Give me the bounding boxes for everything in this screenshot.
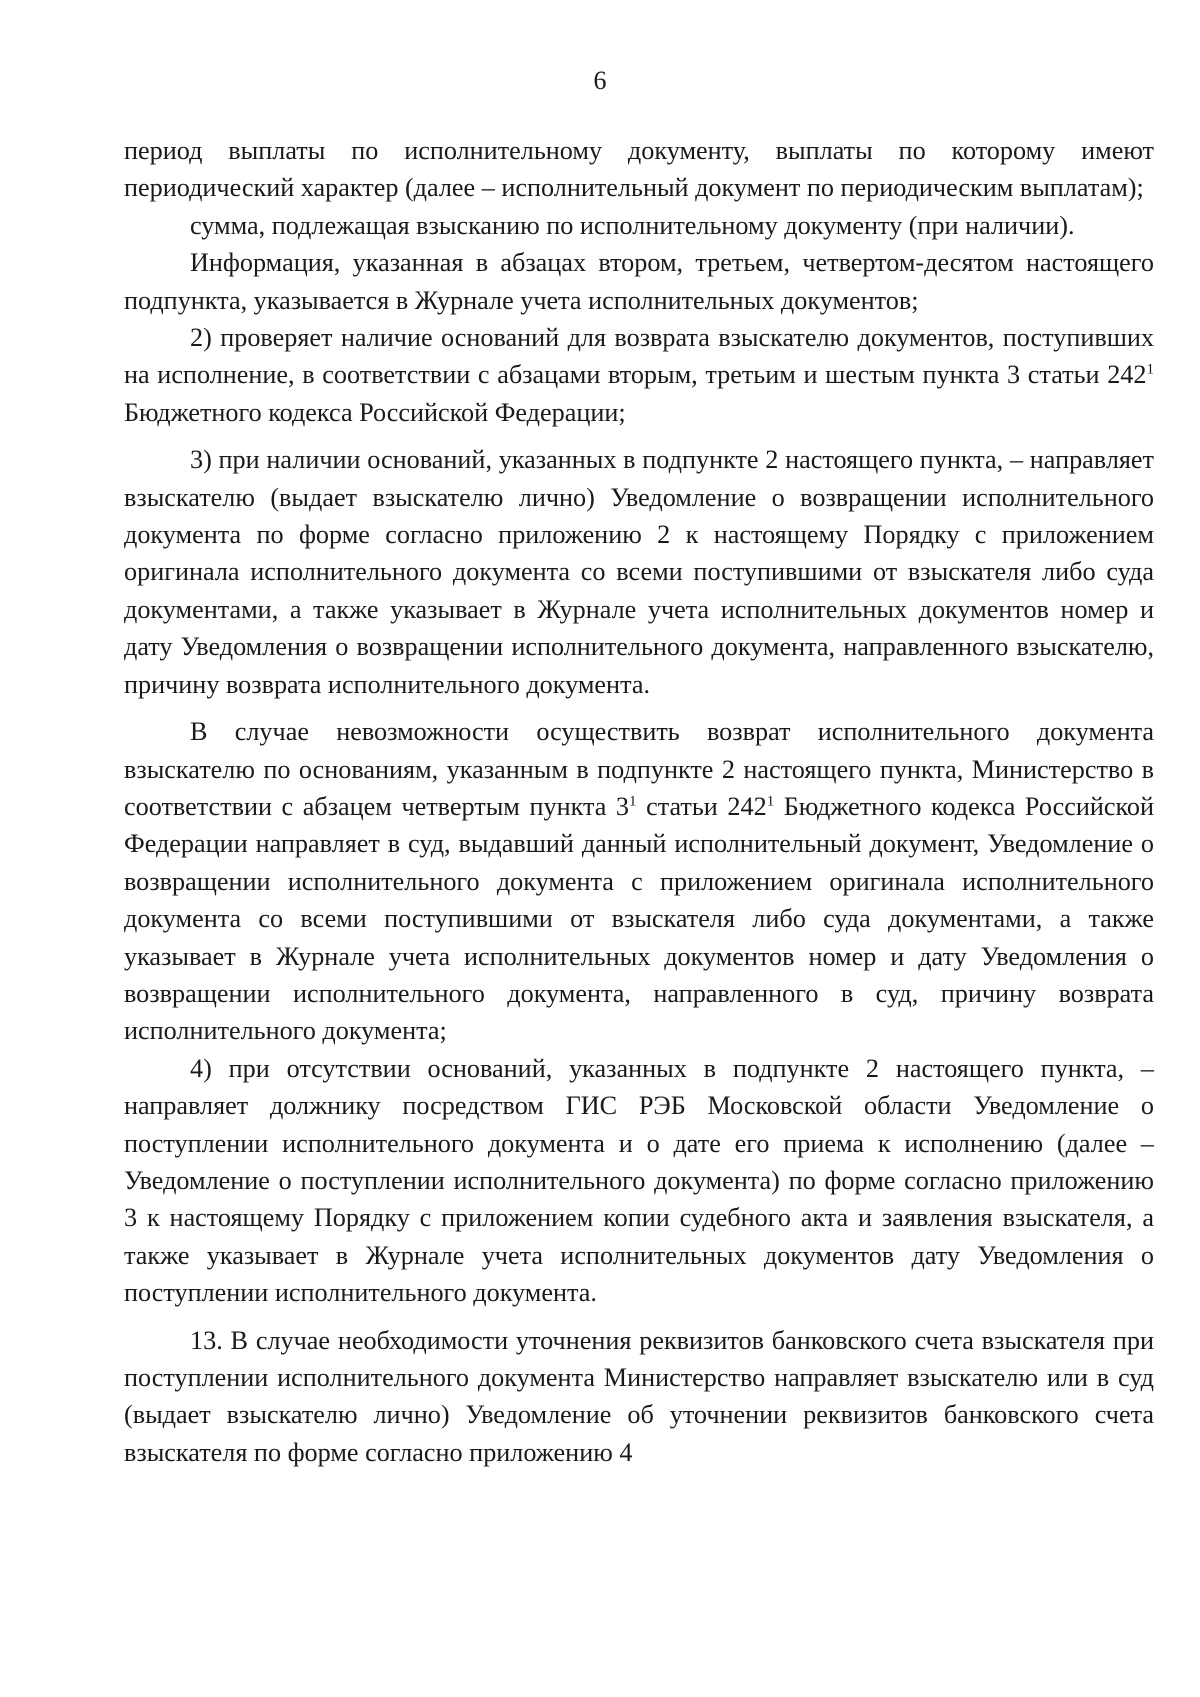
- paragraph-item-3: 3) при наличии оснований, указанных в подпункте 2 настоящего пункта, – направляет взыскателю (выдает взыскателю лично) Уведомление о возвращении исполнительного документа по форме согласно приложению 2 к настоящему Порядку с приложением оригинала исполнительного документа со всеми поступившими от взыскателя либо суда документами, а также указывает в Журнале учета исполнительных документов номер и дату Уведомления о возвращении исполнительного документа, направленного взыскателю, причину возврата исполнительного документа.: [124, 445, 1154, 699]
- paragraph-information: Информация, указанная в абзацах втором, третьем, четвертом-десятом настоящего подпункта, указывается в Журнале учета исполнительных документов;: [124, 248, 1154, 315]
- document-body: [124, 132, 1154, 1471]
- superscript: 1: [629, 793, 637, 810]
- paragraph-return-text-a: В случае невозможности осуществить возврат исполнительного документа взыскателю по основаниям, указанным в подпункте 2 настоящего пункта, Министерство в соответствии с абзацем четвертым пункта 3: [124, 717, 1154, 821]
- paragraph-item-4: 4) при отсутствии оснований, указанных в подпункте 2 настоящего пункта, – направляет должнику посредством ГИС РЭБ Московской области Уведомление о поступлении исполнительного документа и о дате его приема к исполнению (далее – Уведомление о поступлении исполнительного документа) по форме согласно приложению 3 к настоящему Порядку с приложением копии судебного акта и заявления взыскателя, а также указывает в Журнале учета исполнительных документов дату Уведомления о поступлении исполнительного документа.: [124, 1053, 1154, 1308]
- paragraph-amount: сумма, подлежащая взысканию по исполнительному документу (при наличии).: [190, 210, 1075, 240]
- superscript: 1: [1146, 361, 1154, 378]
- paragraph-item-2: [124, 319, 1154, 431]
- paragraph-item-13: 13. В случае необходимости уточнения реквизитов банковского счета взыскателя при поступлении исполнительного документа Министерство направляет взыскателю или в суд (выдает взыскателю лично) Уведомление об уточнении реквизитов банковского счета взыскателя по форме согласно приложению 4: [124, 1325, 1154, 1467]
- paragraph-item-2-text-end: Бюджетного кодекса Российской Федерации;: [124, 397, 626, 427]
- paragraph-item-2-text: 2) проверяет наличие оснований для возврата взыскателю документов, поступивших на исполнение, в соответствии с абзацами вторым, третьим и шестым пункта 3 статьи 242: [124, 323, 1154, 390]
- paragraph-return-text-c: Бюджетного кодекса Российской Федерации направляет в суд, выдавший данный исполнительный документ, Уведомление о возвращении исполнительного документа с приложением оригинала исполнительного документа со всеми поступившими от взыскателя либо суда документами, а также указывает в Журнале учета исполнительных документов номер и дату Уведомления о возвращении исполнительного документа, направленного в суд, причину возврата исполнительного документа;: [124, 791, 1154, 1046]
- page-number: 6: [593, 66, 607, 95]
- paragraph-return-impossible: [124, 713, 1154, 1050]
- paragraph-return-text-b: статьи 242: [636, 791, 767, 821]
- superscript: 1: [766, 793, 775, 810]
- paragraph-period: период выплаты по исполнительному документу, выплаты по которому имеют периодический характер (далее – исполнительный документ по периодическим выплатам);: [124, 136, 1154, 203]
